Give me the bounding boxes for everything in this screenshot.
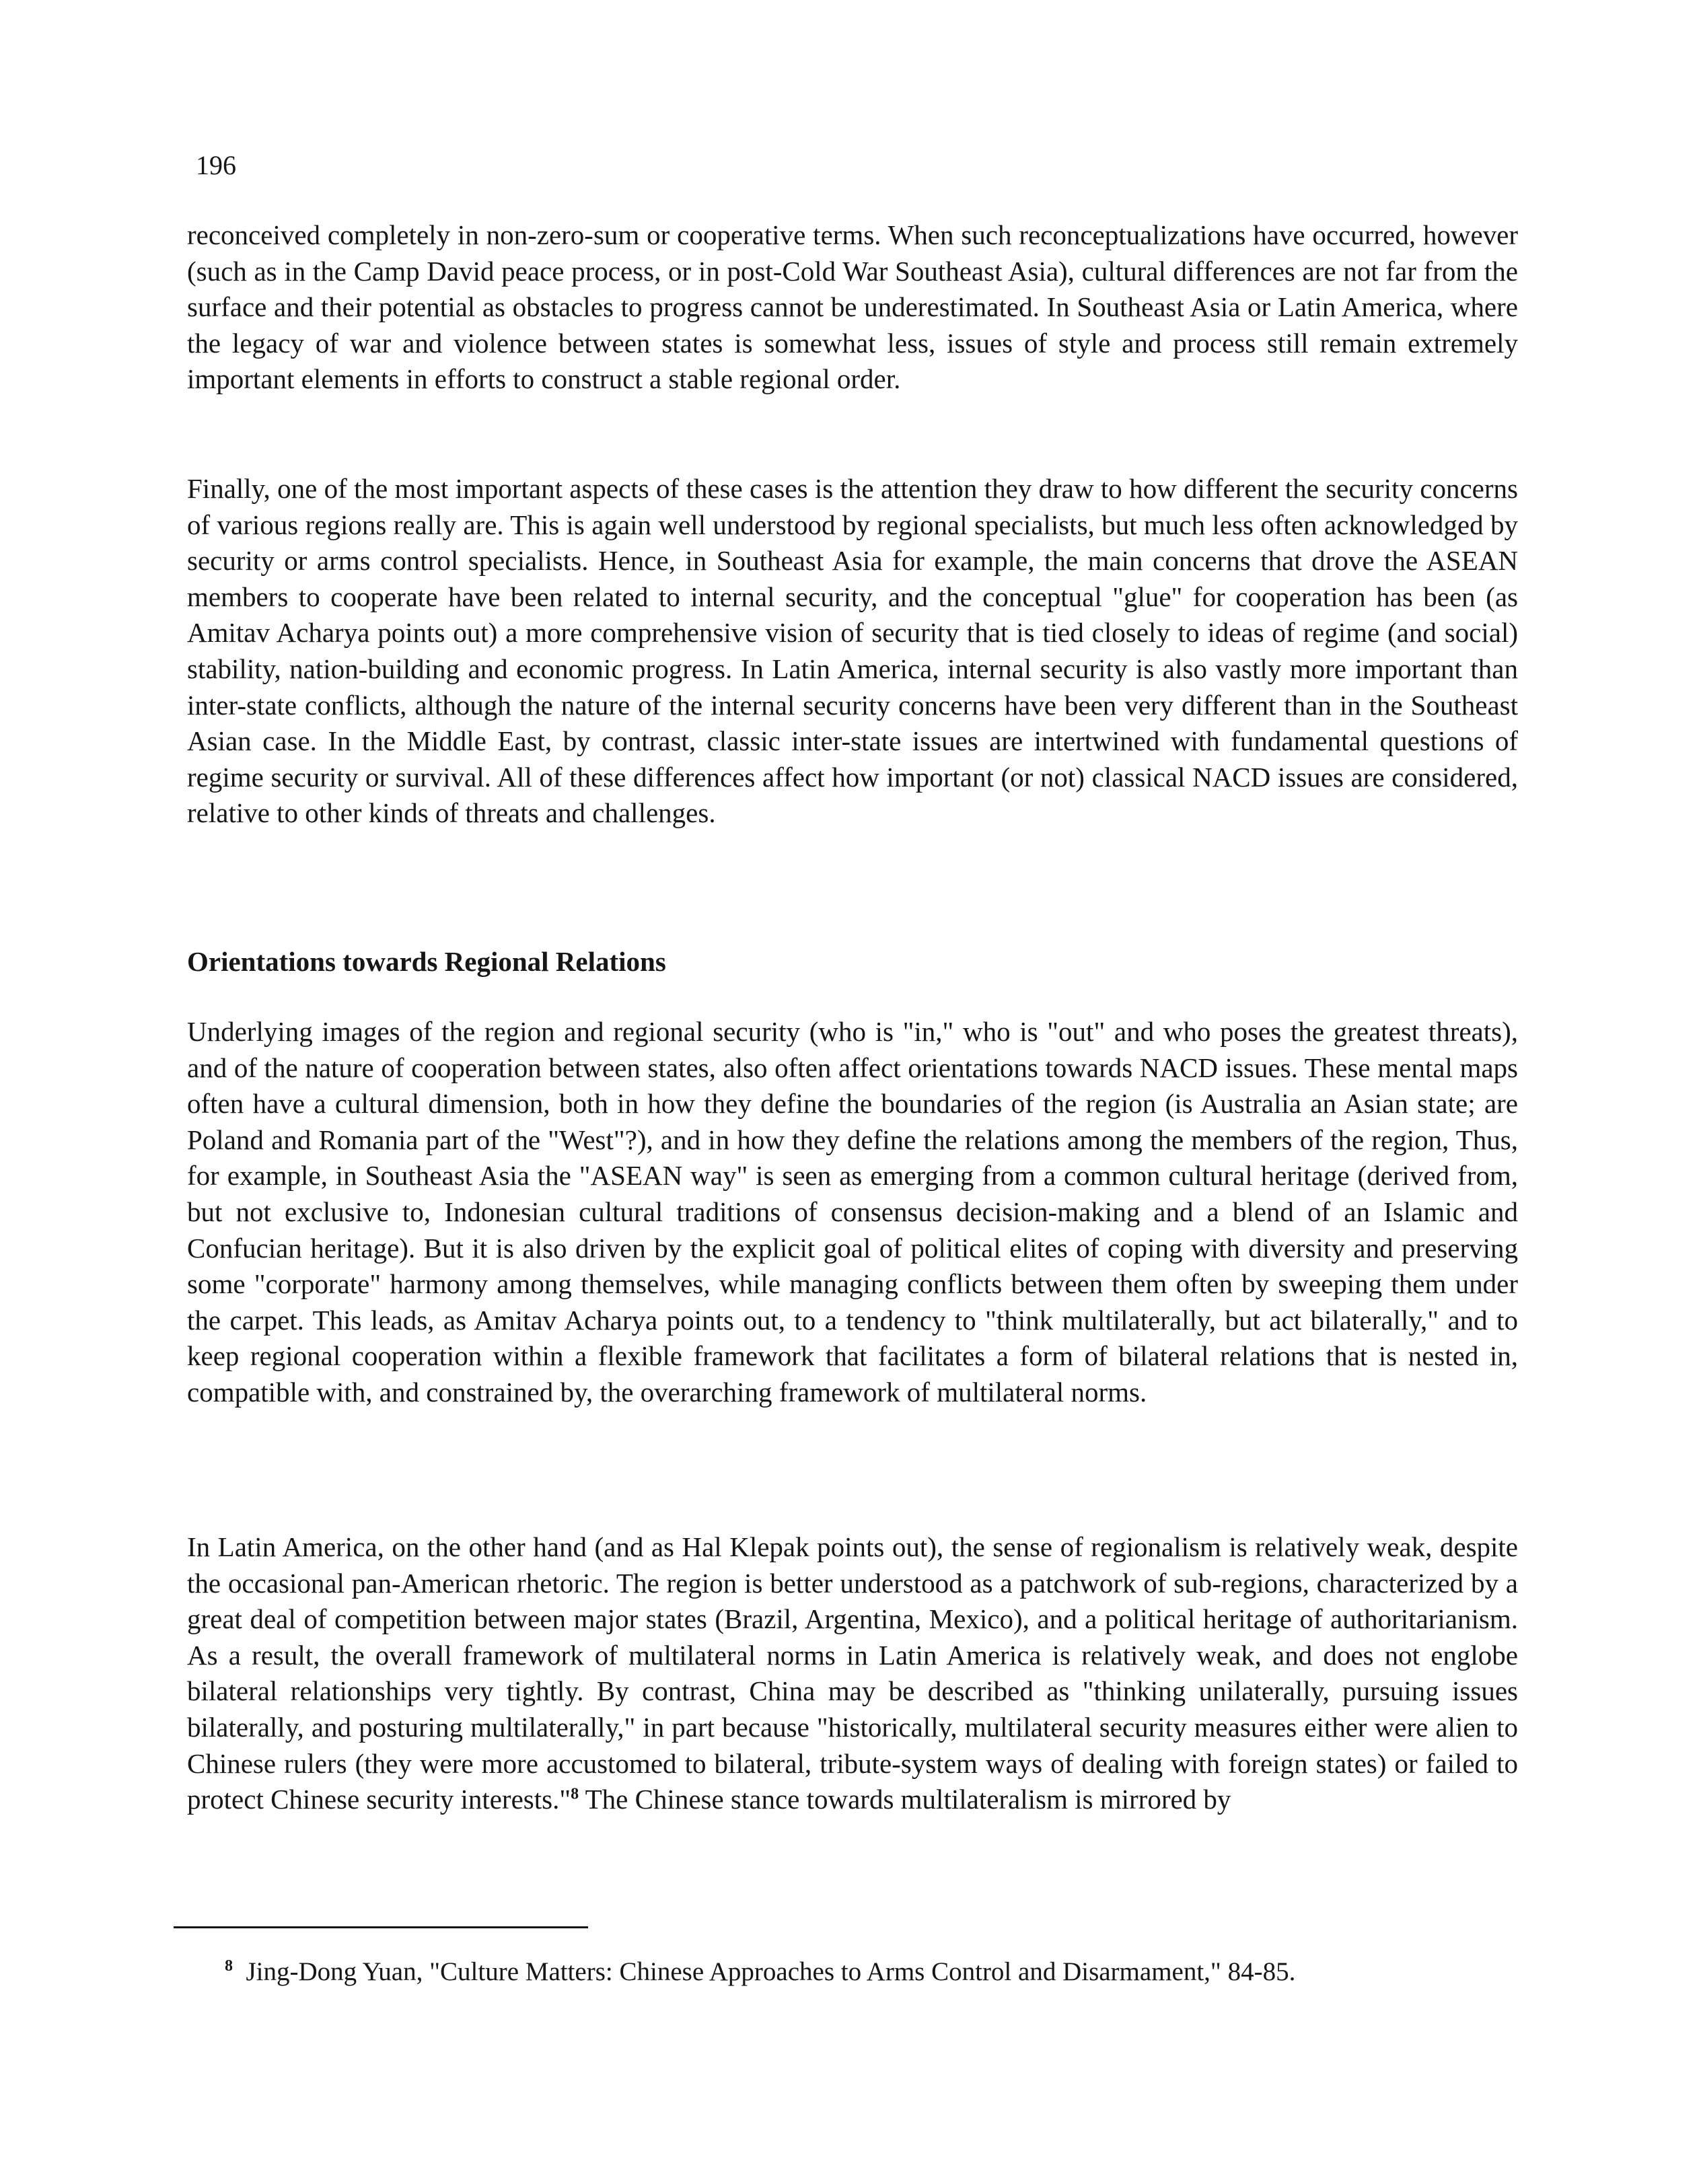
- page-number: 196: [196, 150, 236, 180]
- footnote-marker: 8: [225, 1957, 233, 1975]
- paragraph-text: The Chinese stance towards multilateralism is mirrored by: [579, 1784, 1231, 1815]
- section-heading: Orientations towards Regional Relations: [187, 946, 666, 977]
- footnote: [225, 1955, 1295, 1989]
- footnote-text: Jing-Dong Yuan, "Culture Matters: Chinese Approaches to Arms Control and Disarmament," 84-85.: [246, 1957, 1296, 1986]
- body-paragraph: reconceived completely in non-zero-sum or cooperative terms. When such reconceptualizations have occurred, however (such as in the Camp David peace process, or in post-Cold War Southeast Asia), cultural differences are not far from the surface and their potential as obstacles to progress cannot be underestimated. In Southeast Asia or Latin America, where the legacy of war and violence between states is somewhat less, issues of style and process still remain extremely important elements in efforts to construct a stable regional order.: [187, 219, 1518, 395]
- body-paragraph: Finally, one of the most important aspects of these cases is the attention they draw to how different the security concerns of various regions really are. This is again well understood by regional specialists, but much less often acknowledged by security or arms control specialists. Hence, in Southeast Asia for example, the main concerns that drove the ASEAN members to cooperate have been related to internal security, and the conceptual "glue" for cooperation has been (as Amitav Acharya points out) a more comprehensive vision of security that is tied closely to ideas of regime (and social) stability, nation-building and economic progress. In Latin America, internal security is also vastly more important than inter-state conflicts, although the nature of the internal security concerns have been very different than in the Southeast Asian case. In the Middle East, by contrast, classic inter-state issues are intertwined with fundamental questions of regime security or survival. All of these differences affect how important (or not) classical NACD issues are considered, relative to other kinds of threats and challenges.: [187, 473, 1518, 829]
- footnote-divider: [174, 1926, 588, 1928]
- paragraph-text: In Latin America, on the other hand (and as Hal Klepak points out), the sense of regionalism is relatively weak, despite the occasional pan-American rhetoric. The region is better understood as a patchwork of sub-regions, characterized by a great deal of competition between major states (Brazil, Argentina, Mexico), and a political heritage of authoritarianism. As a result, the overall framework of multilateral norms in Latin America is relatively weak, and does not englobe bilateral relationships very tightly. By contrast, China may be described as "thinking unilaterally, pursuing issues bilaterally, and posturing multilaterally," in part because "historically, multilateral security measures either were alien to Chinese rulers (they were more accustomed to bilateral, tribute-system ways of dealing with foreign states) or failed to protect Chinese security interests.": [187, 1531, 1518, 1815]
- body-paragraph: [187, 1529, 1518, 1818]
- footnote-reference: 8: [571, 1785, 579, 1803]
- body-paragraph: Underlying images of the region and regional security (who is "in," who is "out" and who poses the greatest threats), and of the nature of cooperation between states, also often affect orientations towards NACD issues. These mental maps often have a cultural dimension, both in how they define the boundaries of the region (is Australia an Asian state; are Poland and Romania part of the "West"?), and in how they define the relations among the members of the region, Thus, for example, in Southeast Asia the "ASEAN way" is seen as emerging from a common cultural heritage (derived from, but not exclusive to, Indonesian cultural traditions of consensus decision-making and a blend of an Islamic and Confucian heritage). But it is also driven by the explicit goal of political elites of coping with diversity and preserving some "corporate" harmony among themselves, while managing conflicts between them often by sweeping them under the carpet. This leads, as Amitav Acharya points out, to a tendency to "think multilaterally, but act bilaterally," and to keep regional cooperation within a flexible framework that facilitates a form of bilateral relations that is nested in, compatible with, and constrained by, the overarching framework of multilateral norms.: [187, 1016, 1518, 1408]
